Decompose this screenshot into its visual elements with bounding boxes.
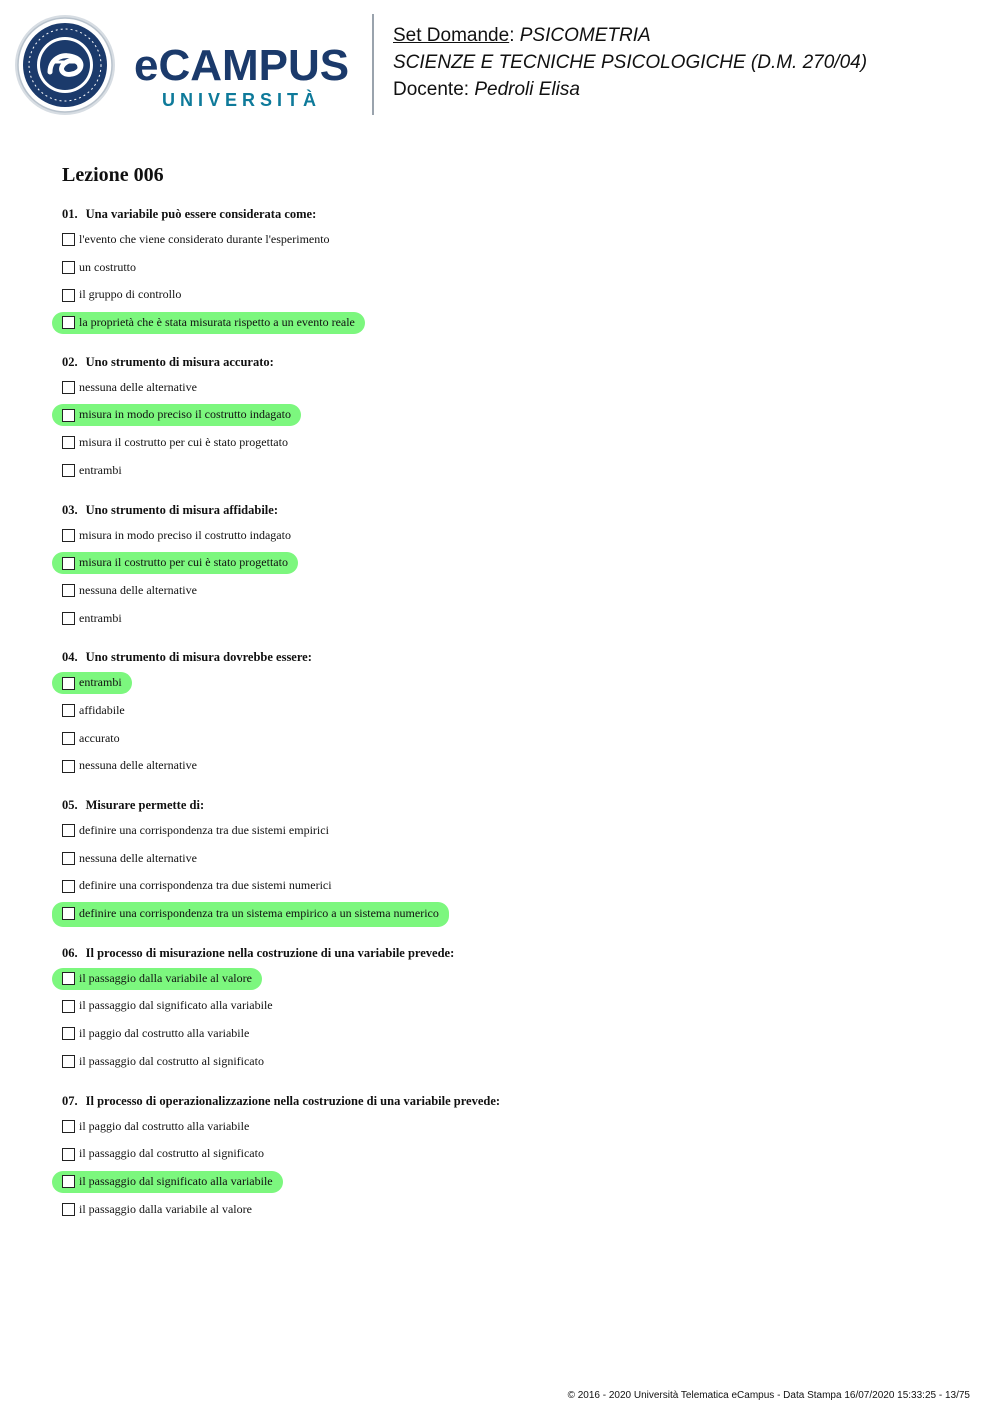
logo-subtitle-text: UNIVERSITÀ xyxy=(162,90,322,110)
answer-option-correct[interactable] xyxy=(62,900,962,928)
answer-checkbox[interactable] xyxy=(62,584,75,597)
question-text xyxy=(62,941,962,965)
answer-checkbox[interactable] xyxy=(62,824,75,837)
question-4 xyxy=(62,645,962,780)
answer-checkbox[interactable] xyxy=(62,1203,75,1216)
answer-checkbox[interactable] xyxy=(62,704,75,717)
answer-checkbox[interactable] xyxy=(62,1120,75,1133)
answer-checkbox[interactable] xyxy=(62,261,75,274)
set-value: PSICOMETRIA xyxy=(519,25,651,46)
answer-checkbox[interactable] xyxy=(62,436,75,449)
answer-checkbox[interactable] xyxy=(62,557,75,570)
question-3 xyxy=(62,498,962,633)
answer-option-correct[interactable] xyxy=(62,549,962,577)
question-number: 04. xyxy=(62,650,78,665)
answer-checkbox[interactable] xyxy=(62,760,75,773)
document-header xyxy=(393,22,867,103)
question-text xyxy=(62,350,962,374)
answer-option[interactable] xyxy=(62,605,962,633)
question-list xyxy=(62,202,962,1223)
answer-option[interactable] xyxy=(62,522,962,550)
question-text xyxy=(62,645,962,669)
answer-label: il passaggio dalla variabile al valore xyxy=(79,970,252,985)
answer-option[interactable] xyxy=(62,577,962,605)
university-seal-logo xyxy=(14,14,116,116)
answer-checkbox[interactable] xyxy=(62,464,75,477)
answer-checkbox[interactable] xyxy=(62,289,75,302)
answer-checkbox[interactable] xyxy=(62,1000,75,1013)
answer-checkbox[interactable] xyxy=(62,677,75,690)
answer-option[interactable] xyxy=(62,697,962,725)
answer-label: il passaggio dal significato alla variabile xyxy=(79,1173,273,1188)
question-2 xyxy=(62,350,962,485)
answer-checkbox[interactable] xyxy=(62,1027,75,1040)
question-number: 02. xyxy=(62,354,78,369)
answer-checkbox[interactable] xyxy=(62,233,75,246)
answer-label: un costrutto xyxy=(79,259,136,274)
answer-option-correct[interactable] xyxy=(62,669,962,697)
answer-label: definire una corrispondenza tra un sistema empirico a un sistema numerico xyxy=(79,906,439,921)
set-label: Set Domande xyxy=(393,25,510,46)
answer-option[interactable] xyxy=(62,1048,962,1076)
answer-option[interactable] xyxy=(62,1113,962,1141)
answer-label: misura in modo preciso il costrutto indagato xyxy=(79,407,291,422)
logo-wordmark-text: eCAMPUS xyxy=(134,41,350,90)
answer-option-correct[interactable] xyxy=(62,401,962,429)
answer-checkbox[interactable] xyxy=(62,1055,75,1068)
question-text xyxy=(62,793,962,817)
answer-label: il passaggio dalla variabile al valore xyxy=(79,1201,252,1216)
question-5 xyxy=(62,793,962,928)
question-7 xyxy=(62,1089,962,1224)
answer-label: misura in modo preciso il costrutto indagato xyxy=(79,527,291,542)
answer-checkbox[interactable] xyxy=(62,732,75,745)
answer-label: definire una corrispondenza tra due sistemi empirici xyxy=(79,823,329,837)
answer-option[interactable] xyxy=(62,254,962,282)
question-number: 07. xyxy=(62,1093,78,1108)
answer-label: misura il costrutto per cui è stato progettato xyxy=(79,555,288,570)
header-divider xyxy=(372,14,374,115)
answer-checkbox[interactable] xyxy=(62,381,75,394)
question-number: 05. xyxy=(62,798,78,812)
question-label: Il processo di operazionalizzazione nella costruzione di una variabile prevede: xyxy=(85,1093,501,1108)
answer-label: nessuna delle alternative xyxy=(79,379,197,394)
course-name: SCIENZE E TECNICHE PSICOLOGICHE (D.M. 270/04) xyxy=(393,52,868,73)
answer-option[interactable] xyxy=(62,817,962,845)
answer-checkbox[interactable] xyxy=(62,880,75,893)
question-text xyxy=(62,202,962,226)
answer-checkbox[interactable] xyxy=(62,972,75,985)
question-6 xyxy=(62,941,962,1076)
answer-checkbox[interactable] xyxy=(62,852,75,865)
answer-label: il gruppo di controllo xyxy=(79,287,182,302)
header-course-line xyxy=(393,49,867,76)
answer-label: definire una corrispondenza tra due sistemi numerici xyxy=(79,878,332,893)
answer-label: la proprietà che è stata misurata rispetto a un evento reale xyxy=(79,315,355,330)
question-label: Uno strumento di misura dovrebbe essere: xyxy=(85,650,312,665)
set-separator: : xyxy=(509,25,515,46)
answer-option[interactable] xyxy=(62,374,962,402)
answer-option[interactable] xyxy=(62,1196,962,1224)
page-footer: © 2016 - 2020 Università Telematica eCampus - Data Stampa 16/07/2020 15:33:25 - 13/75 xyxy=(567,1390,970,1401)
answer-checkbox[interactable] xyxy=(62,612,75,625)
teacher-name: Pedroli Elisa xyxy=(474,79,580,100)
answer-option[interactable] xyxy=(62,1140,962,1168)
answer-option[interactable] xyxy=(62,1020,962,1048)
question-label: Uno strumento di misura affidabile: xyxy=(85,502,278,517)
answer-option[interactable] xyxy=(62,725,962,753)
answer-option[interactable] xyxy=(62,992,962,1020)
answer-checkbox[interactable] xyxy=(62,316,75,329)
question-label: Misurare permette di: xyxy=(85,798,205,812)
answer-checkbox[interactable] xyxy=(62,409,75,422)
answer-label: il passaggio dal significato alla variabile xyxy=(79,998,273,1013)
answer-checkbox[interactable] xyxy=(62,907,75,920)
question-set xyxy=(62,158,962,1236)
answer-label: l'evento che viene considerato durante l'esperimento xyxy=(79,232,330,246)
question-number: 03. xyxy=(62,502,78,517)
answer-label: entrambi xyxy=(79,610,122,625)
answer-label: entrambi xyxy=(79,462,122,477)
lesson-title: Lezione 006 xyxy=(62,164,164,186)
question-1 xyxy=(62,202,962,337)
answer-label: il paggio dal costrutto alla variabile xyxy=(79,1026,250,1041)
answer-option-correct[interactable] xyxy=(62,309,962,337)
answer-option[interactable] xyxy=(62,845,962,873)
answer-label: nessuna delle alternative xyxy=(79,850,197,865)
question-number: 01. xyxy=(62,207,78,221)
question-text xyxy=(62,498,962,522)
answer-label: affidabile xyxy=(79,702,125,717)
answer-option[interactable] xyxy=(62,872,962,900)
question-text xyxy=(62,1089,962,1113)
question-label: Il processo di misurazione nella costruzione di una variabile prevede: xyxy=(85,945,455,960)
answer-label: nessuna delle alternative xyxy=(79,758,197,773)
answer-option-correct[interactable] xyxy=(62,1168,962,1196)
answer-label: il paggio dal costrutto alla variabile xyxy=(79,1118,250,1133)
answer-label: entrambi xyxy=(79,675,122,690)
question-number: 06. xyxy=(62,945,78,960)
answer-option[interactable] xyxy=(62,281,962,309)
header-teacher-line xyxy=(393,76,867,103)
question-label: Uno strumento di misura accurato: xyxy=(85,354,274,369)
answer-label: nessuna delle alternative xyxy=(79,582,197,597)
answer-option-correct[interactable] xyxy=(62,965,962,993)
answer-label: il passaggio dal costrutto al significato xyxy=(79,1053,264,1068)
teacher-label: Docente: xyxy=(393,79,470,100)
answer-option[interactable] xyxy=(62,226,962,254)
answer-label: il passaggio dal costrutto al significato xyxy=(79,1146,264,1161)
header-set-line xyxy=(393,22,867,49)
answer-checkbox[interactable] xyxy=(62,1175,75,1188)
answer-label: misura il costrutto per cui è stato progettato xyxy=(79,435,288,450)
answer-label: accurato xyxy=(79,730,120,745)
answer-checkbox[interactable] xyxy=(62,529,75,542)
ecampus-wordmark-logo xyxy=(134,40,356,112)
answer-option[interactable] xyxy=(62,429,962,457)
question-label: Una variabile può essere considerata come: xyxy=(85,207,317,221)
answer-checkbox[interactable] xyxy=(62,1148,75,1161)
answer-option[interactable] xyxy=(62,752,962,780)
answer-option[interactable] xyxy=(62,457,962,485)
